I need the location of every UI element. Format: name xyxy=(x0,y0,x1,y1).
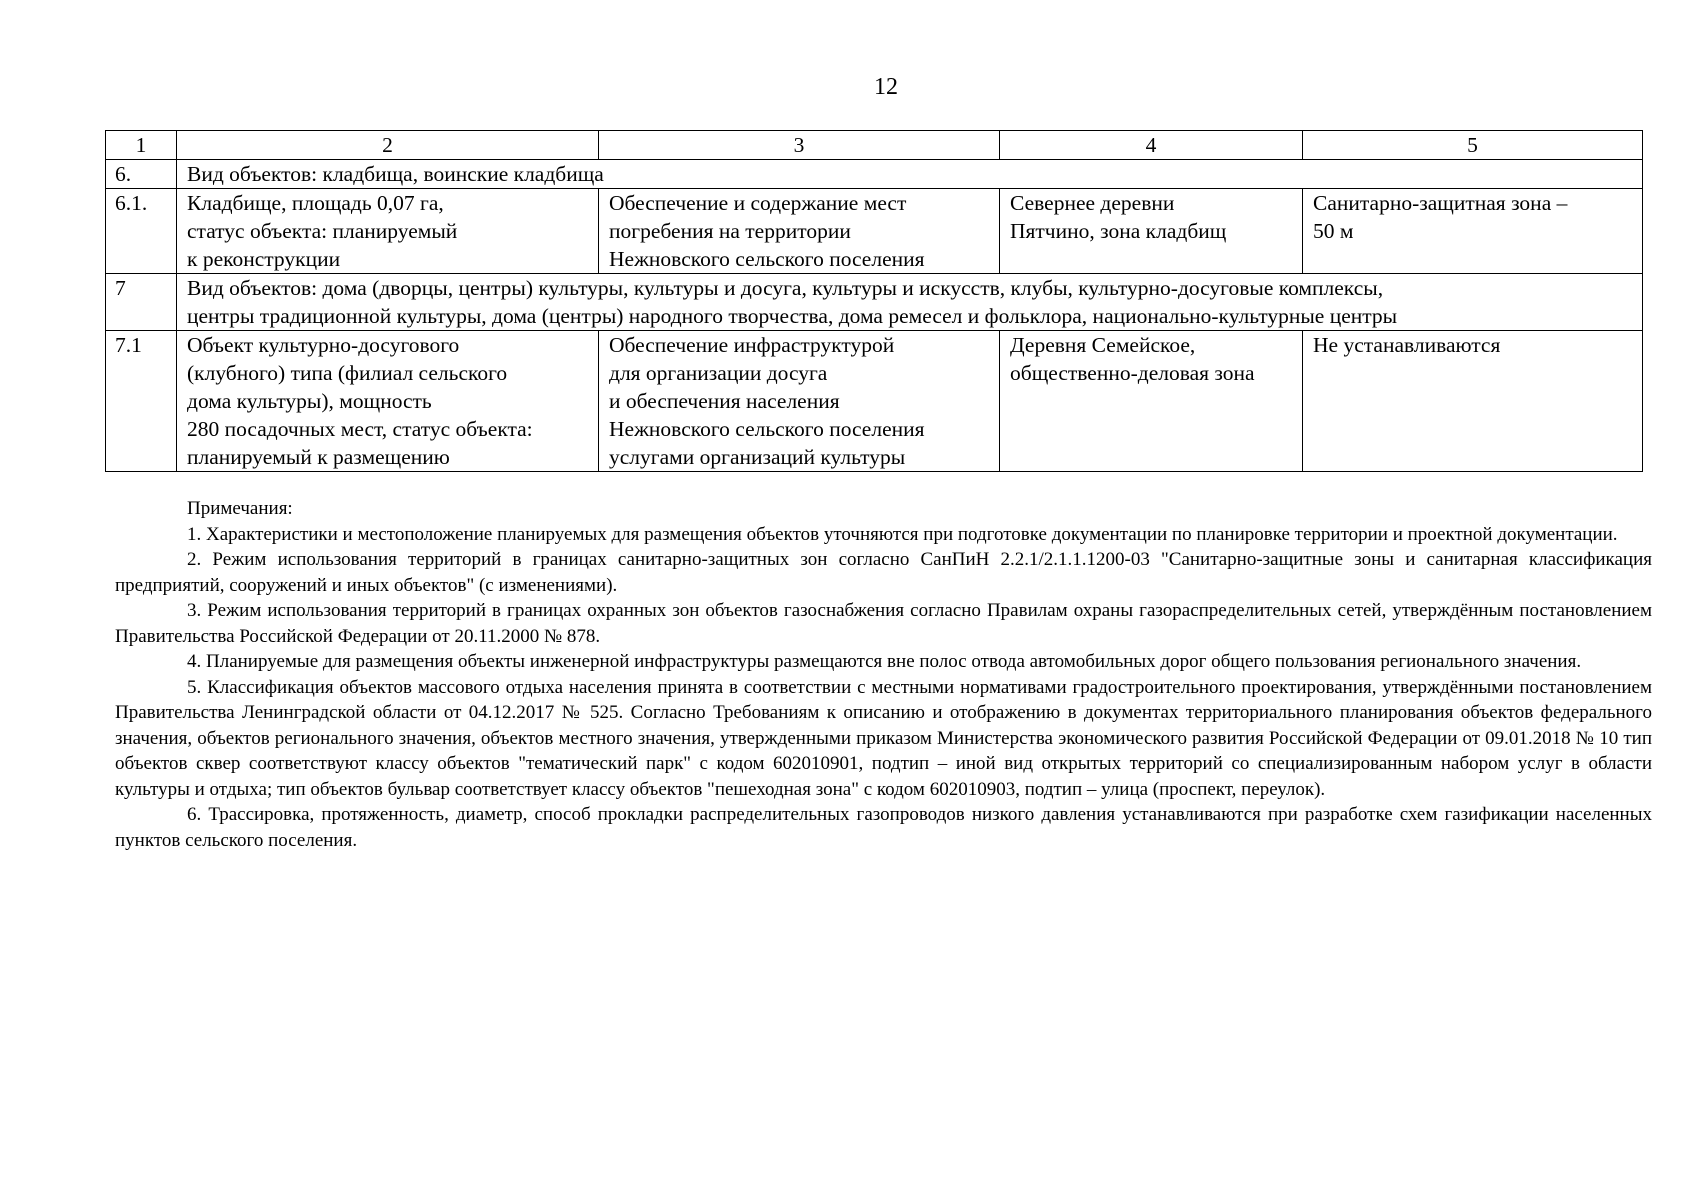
cell-line: Обеспечение инфраструктурой xyxy=(609,333,895,357)
cell-line: центры традиционной культуры, дома (центры) народного творчества, дома ремесел и фольклора, национально-культурные центры xyxy=(187,304,1398,328)
column-number-1: 1 xyxy=(106,131,177,160)
note-item: 2. Режим использования территорий в границах санитарно-защитных зон согласно СанПиН 2.2.1/2.1.1.1200-03 "Санитарно-защитные зоны и санитарная классификация предприятий, сооружений и иных объектов" (с изменениями). xyxy=(115,549,1652,596)
column-number-4: 4 xyxy=(1000,131,1303,160)
cell-line: Обеспечение и содержание мест xyxy=(609,191,907,215)
table-row-7-1 xyxy=(106,331,1643,472)
notes-heading: Примечания: xyxy=(187,498,293,519)
table-header-row xyxy=(106,131,1643,160)
cell-line: общественно-деловая зона xyxy=(1010,361,1255,385)
cell-line: к реконструкции xyxy=(187,247,341,271)
note-item: 1. Характеристики и местоположение планируемых для размещения объектов уточняются при подготовке документации по планировке территории и проектной документации. xyxy=(187,523,1618,545)
location-cell xyxy=(1000,331,1303,472)
table-row-6-1 xyxy=(106,189,1643,274)
zone-cell xyxy=(1303,331,1643,472)
column-number-2: 2 xyxy=(177,131,599,160)
row-number: 6.1. xyxy=(106,189,177,274)
cell-line: Нежновского сельского поселения xyxy=(609,417,925,441)
row-number: 7 xyxy=(106,274,177,331)
column-number-5: 5 xyxy=(1303,131,1643,160)
row-number: 6. xyxy=(106,160,177,189)
notes-section xyxy=(115,496,1652,853)
cell-line: Пятчино, зона кладбищ xyxy=(1010,219,1227,243)
cell-line: Нежновского сельского поселения xyxy=(609,247,925,271)
cell-line: Кладбище, площадь 0,07 га, xyxy=(187,191,444,215)
object-description-cell xyxy=(177,331,599,472)
cell-line: 280 посадочных мест, статус объекта: xyxy=(187,417,533,441)
cell-line: и обеспечения населения xyxy=(609,389,840,413)
column-number-3: 3 xyxy=(599,131,1000,160)
cell-line: планируемый к размещению xyxy=(187,445,450,469)
location-cell xyxy=(1000,189,1303,274)
purpose-cell xyxy=(599,331,1000,472)
page-number: 12 xyxy=(874,74,898,100)
cell-line: статус объекта: планируемый xyxy=(187,219,458,243)
cell-line: 50 м xyxy=(1313,219,1354,243)
zone-cell xyxy=(1303,189,1643,274)
cell-line: погребения на территории xyxy=(609,219,851,243)
cell-line: (клубного) типа (филиал сельского xyxy=(187,361,508,385)
group-title xyxy=(177,274,1643,331)
cell-line: Севернее деревни xyxy=(1010,191,1175,215)
cell-line: Санитарно-защитная зона – xyxy=(1313,191,1568,215)
cell-line: Вид объектов: дома (дворцы, центры) культуры, культуры и досуга, культуры и искусств, клубы, культурно-досуговые комплексы, xyxy=(187,276,1384,300)
cell-line: Не устанавливаются xyxy=(1313,333,1501,357)
purpose-cell xyxy=(599,189,1000,274)
cell-line: Объект культурно-досугового xyxy=(187,333,460,357)
note-item: 6. Трассировка, протяженность, диаметр, способ прокладки распределительных газопроводов низкого давления устанавливаются при разработке схем газификации населенных пунктов сельского поселения. xyxy=(115,804,1652,851)
note-item: 3. Режим использования территорий в границах охранных зон объектов газоснабжения согласно Правилам охраны газораспределительных сетей, утверждённым постановлением Правительства Российской Федерации от 20.11.2000 № 878. xyxy=(115,600,1652,647)
cell-line: дома культуры), мощность xyxy=(187,389,432,413)
cell-line: для организации досуга xyxy=(609,361,828,385)
note-item: 4. Планируемые для размещения объекты инженерной инфраструктуры размещаются вне полос отвода автомобильных дорог общего пользования регионального значения. xyxy=(187,651,1582,672)
table-row-group-6 xyxy=(106,160,1643,189)
cell-line: Деревня Семейское, xyxy=(1010,333,1196,357)
cell-line: услугами организаций культуры xyxy=(609,445,906,469)
group-title: Вид объектов: кладбища, воинские кладбища xyxy=(177,160,1643,189)
table-row-group-7 xyxy=(106,274,1643,331)
row-number: 7.1 xyxy=(106,331,177,472)
objects-table xyxy=(105,130,1643,472)
object-description-cell xyxy=(177,189,599,274)
note-item: 5. Классификация объектов массового отдыха населения принята в соответствии с местными нормативами градостроительного проектирования, утверждёнными постановлением Правительства Ленинградской области от 04.12.2017 № 525. Согласно Требованиям к описанию и отображению в документах территориального планирования объектов федерального значения, объектов регионального значения, объектов местного значения, утвержденными приказом Министерства экономического развития Российской Федерации от 09.01.2018 № 10 тип объектов сквер соответствуют классу объектов "тематический парк" с кодом 602010901, подтип – иной вид открытых территорий со специализированным набором услуг в области культуры и отдыха; тип объектов бульвар соответствует классу объектов "пешеходная зона" с кодом 602010903, подтип – улица (проспект, переулок). xyxy=(115,676,1652,800)
